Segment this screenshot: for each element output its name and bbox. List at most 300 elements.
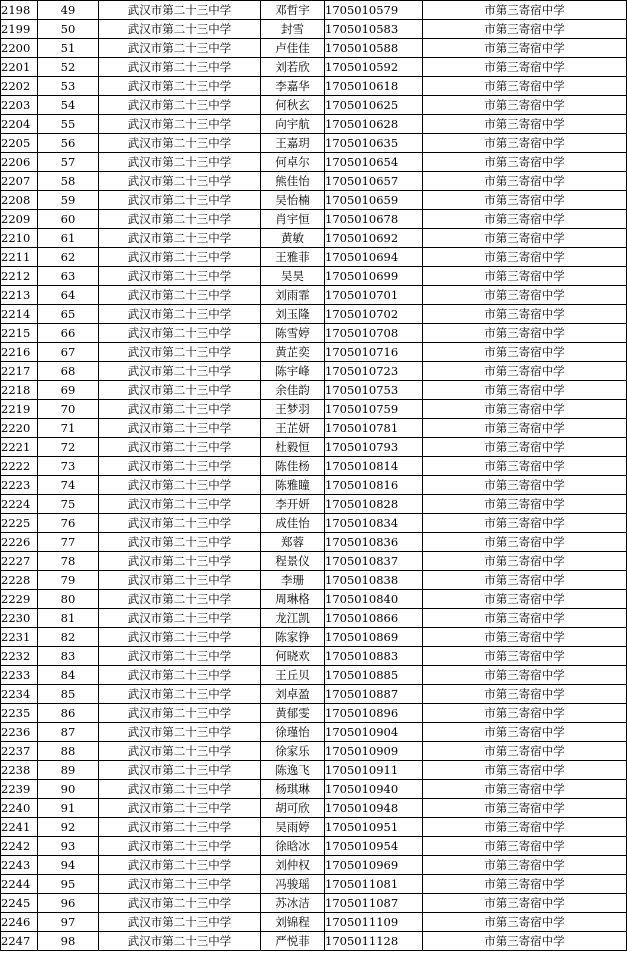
- table-row: [1, 96, 627, 115]
- table-row: [1, 647, 627, 666]
- student-name-cell: 陈雪婷: [261, 324, 325, 343]
- school-number-cell: 68: [38, 362, 99, 381]
- assigned-school-cell: 市第三寄宿中学: [423, 742, 627, 761]
- table-row: [1, 419, 627, 438]
- school-number-cell: 55: [38, 115, 99, 134]
- sequence-cell: 2229: [1, 590, 38, 609]
- table-row: [1, 552, 627, 571]
- student-id-cell: 1705010716: [325, 343, 423, 362]
- assigned-school-cell: 市第三寄宿中学: [423, 115, 627, 134]
- table-row: [1, 172, 627, 191]
- school-number-cell: 51: [38, 39, 99, 58]
- table-row: [1, 1, 627, 20]
- student-id-cell: 1705010657: [325, 172, 423, 191]
- student-name-cell: 郑蓉: [261, 533, 325, 552]
- school-name-cell: 武汉市第二十三中学: [99, 780, 261, 799]
- school-number-cell: 83: [38, 647, 99, 666]
- table-row: [1, 457, 627, 476]
- table-row: [1, 913, 627, 932]
- student-id-cell: 1705010635: [325, 134, 423, 153]
- student-id-cell: 1705010702: [325, 305, 423, 324]
- school-number-cell: 97: [38, 913, 99, 932]
- student-id-cell: 1705010625: [325, 96, 423, 115]
- assigned-school-cell: 市第三寄宿中学: [423, 20, 627, 39]
- sequence-cell: 2225: [1, 514, 38, 533]
- school-name-cell: 武汉市第二十三中学: [99, 571, 261, 590]
- student-id-cell: 1705010887: [325, 685, 423, 704]
- student-id-cell: 1705010838: [325, 571, 423, 590]
- school-name-cell: 武汉市第二十三中学: [99, 134, 261, 153]
- table-row: [1, 932, 627, 951]
- sequence-cell: 2237: [1, 742, 38, 761]
- school-name-cell: 武汉市第二十三中学: [99, 818, 261, 837]
- school-number-cell: 76: [38, 514, 99, 533]
- table-row: [1, 305, 627, 324]
- student-id-cell: 1705010896: [325, 704, 423, 723]
- student-name-cell: 吴怡楠: [261, 191, 325, 210]
- student-id-cell: 1705010954: [325, 837, 423, 856]
- student-id-cell: 1705010701: [325, 286, 423, 305]
- sequence-cell: 2202: [1, 77, 38, 96]
- school-number-cell: 98: [38, 932, 99, 951]
- school-name-cell: 武汉市第二十三中学: [99, 153, 261, 172]
- student-name-cell: 刘仲权: [261, 856, 325, 875]
- school-number-cell: 67: [38, 343, 99, 362]
- student-name-cell: 王雅菲: [261, 248, 325, 267]
- sequence-cell: 2224: [1, 495, 38, 514]
- table-row: [1, 666, 627, 685]
- table-row: [1, 590, 627, 609]
- school-number-cell: 88: [38, 742, 99, 761]
- student-id-cell: 1705010583: [325, 20, 423, 39]
- student-name-cell: 刘玉隆: [261, 305, 325, 324]
- student-name-cell: 刘卓盈: [261, 685, 325, 704]
- school-name-cell: 武汉市第二十三中学: [99, 875, 261, 894]
- assigned-school-cell: 市第三寄宿中学: [423, 666, 627, 685]
- table-row: [1, 875, 627, 894]
- student-id-cell: 1705010969: [325, 856, 423, 875]
- student-name-cell: 胡可欣: [261, 799, 325, 818]
- sequence-cell: 2234: [1, 685, 38, 704]
- sequence-cell: 2227: [1, 552, 38, 571]
- assigned-school-cell: 市第三寄宿中学: [423, 704, 627, 723]
- table-row: [1, 400, 627, 419]
- school-name-cell: 武汉市第二十三中学: [99, 723, 261, 742]
- student-id-cell: 1705010885: [325, 666, 423, 685]
- sequence-cell: 2201: [1, 58, 38, 77]
- table-row: [1, 248, 627, 267]
- sequence-cell: 2230: [1, 609, 38, 628]
- school-name-cell: 武汉市第二十三中学: [99, 799, 261, 818]
- student-id-cell: 1705010678: [325, 210, 423, 229]
- student-id-cell: 1705010628: [325, 115, 423, 134]
- school-number-cell: 78: [38, 552, 99, 571]
- assigned-school-cell: 市第三寄宿中学: [423, 761, 627, 780]
- student-id-cell: 1705010588: [325, 39, 423, 58]
- school-number-cell: 59: [38, 191, 99, 210]
- table-row: [1, 286, 627, 305]
- sequence-cell: 2233: [1, 666, 38, 685]
- school-number-cell: 72: [38, 438, 99, 457]
- school-name-cell: 武汉市第二十三中学: [99, 533, 261, 552]
- school-number-cell: 82: [38, 628, 99, 647]
- assigned-school-cell: 市第三寄宿中学: [423, 875, 627, 894]
- student-name-cell: 徐瑾怡: [261, 723, 325, 742]
- student-name-cell: 程景仪: [261, 552, 325, 571]
- student-id-cell: 1705010723: [325, 362, 423, 381]
- school-number-cell: 95: [38, 875, 99, 894]
- school-name-cell: 武汉市第二十三中学: [99, 913, 261, 932]
- school-number-cell: 75: [38, 495, 99, 514]
- student-id-cell: 1705010793: [325, 438, 423, 457]
- assigned-school-cell: 市第三寄宿中学: [423, 400, 627, 419]
- assigned-school-cell: 市第三寄宿中学: [423, 571, 627, 590]
- table-row: [1, 77, 627, 96]
- school-number-cell: 65: [38, 305, 99, 324]
- school-number-cell: 57: [38, 153, 99, 172]
- school-number-cell: 73: [38, 457, 99, 476]
- roster-body: [1, 1, 627, 951]
- sequence-cell: 2198: [1, 1, 38, 20]
- assigned-school-cell: 市第三寄宿中学: [423, 58, 627, 77]
- sequence-cell: 2228: [1, 571, 38, 590]
- assigned-school-cell: 市第三寄宿中学: [423, 134, 627, 153]
- school-name-cell: 武汉市第二十三中学: [99, 685, 261, 704]
- assigned-school-cell: 市第三寄宿中学: [423, 514, 627, 533]
- assigned-school-cell: 市第三寄宿中学: [423, 77, 627, 96]
- student-name-cell: 何秋玄: [261, 96, 325, 115]
- school-name-cell: 武汉市第二十三中学: [99, 229, 261, 248]
- school-number-cell: 87: [38, 723, 99, 742]
- student-id-cell: 1705010618: [325, 77, 423, 96]
- student-name-cell: 吴雨婷: [261, 818, 325, 837]
- sequence-cell: 2212: [1, 267, 38, 286]
- student-id-cell: 1705010759: [325, 400, 423, 419]
- assigned-school-cell: 市第三寄宿中学: [423, 609, 627, 628]
- student-id-cell: 1705011128: [325, 932, 423, 951]
- student-id-cell: 1705010909: [325, 742, 423, 761]
- student-name-cell: 余佳韵: [261, 381, 325, 400]
- table-row: [1, 362, 627, 381]
- sequence-cell: 2239: [1, 780, 38, 799]
- assigned-school-cell: 市第三寄宿中学: [423, 419, 627, 438]
- student-id-cell: 1705010904: [325, 723, 423, 742]
- school-name-cell: 武汉市第二十三中学: [99, 495, 261, 514]
- table-row: [1, 476, 627, 495]
- student-name-cell: 陈宇峰: [261, 362, 325, 381]
- school-number-cell: 54: [38, 96, 99, 115]
- student-name-cell: 严悦菲: [261, 932, 325, 951]
- student-name-cell: 黄郁雯: [261, 704, 325, 723]
- school-name-cell: 武汉市第二十三中学: [99, 647, 261, 666]
- sequence-cell: 2217: [1, 362, 38, 381]
- school-number-cell: 71: [38, 419, 99, 438]
- table-row: [1, 799, 627, 818]
- school-name-cell: 武汉市第二十三中学: [99, 666, 261, 685]
- table-row: [1, 628, 627, 647]
- school-name-cell: 武汉市第二十三中学: [99, 837, 261, 856]
- student-name-cell: 李开妍: [261, 495, 325, 514]
- sequence-cell: 2204: [1, 115, 38, 134]
- student-id-cell: 1705010694: [325, 248, 423, 267]
- student-name-cell: 成佳怡: [261, 514, 325, 533]
- student-name-cell: 陈佳杨: [261, 457, 325, 476]
- student-name-cell: 刘锦程: [261, 913, 325, 932]
- school-name-cell: 武汉市第二十三中学: [99, 305, 261, 324]
- student-name-cell: 封雪: [261, 20, 325, 39]
- school-number-cell: 49: [38, 1, 99, 20]
- assigned-school-cell: 市第三寄宿中学: [423, 495, 627, 514]
- table-row: [1, 533, 627, 552]
- student-name-cell: 何晓欢: [261, 647, 325, 666]
- sequence-cell: 2203: [1, 96, 38, 115]
- school-number-cell: 94: [38, 856, 99, 875]
- school-name-cell: 武汉市第二十三中学: [99, 457, 261, 476]
- assigned-school-cell: 市第三寄宿中学: [423, 96, 627, 115]
- assigned-school-cell: 市第三寄宿中学: [423, 191, 627, 210]
- assigned-school-cell: 市第三寄宿中学: [423, 685, 627, 704]
- school-name-cell: 武汉市第二十三中学: [99, 438, 261, 457]
- student-name-cell: 陈雅瞳: [261, 476, 325, 495]
- sequence-cell: 2222: [1, 457, 38, 476]
- assigned-school-cell: 市第三寄宿中学: [423, 818, 627, 837]
- assigned-school-cell: 市第三寄宿中学: [423, 267, 627, 286]
- school-name-cell: 武汉市第二十三中学: [99, 115, 261, 134]
- student-name-cell: 刘若欣: [261, 58, 325, 77]
- school-number-cell: 77: [38, 533, 99, 552]
- school-name-cell: 武汉市第二十三中学: [99, 248, 261, 267]
- student-name-cell: 杨琪琳: [261, 780, 325, 799]
- table-row: [1, 761, 627, 780]
- school-name-cell: 武汉市第二十三中学: [99, 476, 261, 495]
- school-number-cell: 96: [38, 894, 99, 913]
- table-row: [1, 58, 627, 77]
- assigned-school-cell: 市第三寄宿中学: [423, 153, 627, 172]
- assigned-school-cell: 市第三寄宿中学: [423, 438, 627, 457]
- sequence-cell: 2241: [1, 818, 38, 837]
- school-number-cell: 84: [38, 666, 99, 685]
- school-number-cell: 62: [38, 248, 99, 267]
- school-name-cell: 武汉市第二十三中学: [99, 552, 261, 571]
- student-name-cell: 何卓尔: [261, 153, 325, 172]
- school-name-cell: 武汉市第二十三中学: [99, 856, 261, 875]
- school-name-cell: 武汉市第二十三中学: [99, 20, 261, 39]
- student-name-cell: 邓哲宇: [261, 1, 325, 20]
- school-name-cell: 武汉市第二十三中学: [99, 609, 261, 628]
- student-name-cell: 徐晗冰: [261, 837, 325, 856]
- assigned-school-cell: 市第三寄宿中学: [423, 305, 627, 324]
- assigned-school-cell: 市第三寄宿中学: [423, 837, 627, 856]
- student-name-cell: 李珊: [261, 571, 325, 590]
- student-id-cell: 1705010828: [325, 495, 423, 514]
- sequence-cell: 2223: [1, 476, 38, 495]
- student-id-cell: 1705010579: [325, 1, 423, 20]
- sequence-cell: 2243: [1, 856, 38, 875]
- assigned-school-cell: 市第三寄宿中学: [423, 590, 627, 609]
- student-id-cell: 1705010840: [325, 590, 423, 609]
- student-id-cell: 1705010814: [325, 457, 423, 476]
- school-name-cell: 武汉市第二十三中学: [99, 894, 261, 913]
- sequence-cell: 2216: [1, 343, 38, 362]
- school-number-cell: 85: [38, 685, 99, 704]
- student-id-cell: 1705010911: [325, 761, 423, 780]
- table-row: [1, 837, 627, 856]
- table-row: [1, 134, 627, 153]
- student-id-cell: 1705010883: [325, 647, 423, 666]
- school-name-cell: 武汉市第二十三中学: [99, 1, 261, 20]
- school-name-cell: 武汉市第二十三中学: [99, 343, 261, 362]
- assigned-school-cell: 市第三寄宿中学: [423, 799, 627, 818]
- table-row: [1, 742, 627, 761]
- table-row: [1, 20, 627, 39]
- assigned-school-cell: 市第三寄宿中学: [423, 780, 627, 799]
- student-id-cell: 1705010837: [325, 552, 423, 571]
- student-id-cell: 1705010659: [325, 191, 423, 210]
- school-name-cell: 武汉市第二十三中学: [99, 96, 261, 115]
- student-id-cell: 1705010654: [325, 153, 423, 172]
- student-name-cell: 王丘贝: [261, 666, 325, 685]
- school-name-cell: 武汉市第二十三中学: [99, 590, 261, 609]
- table-row: [1, 438, 627, 457]
- student-id-cell: 1705010592: [325, 58, 423, 77]
- student-id-cell: 1705010834: [325, 514, 423, 533]
- assigned-school-cell: 市第三寄宿中学: [423, 229, 627, 248]
- school-number-cell: 70: [38, 400, 99, 419]
- student-id-cell: 1705011081: [325, 875, 423, 894]
- student-id-cell: 1705010708: [325, 324, 423, 343]
- student-name-cell: 陈逸飞: [261, 761, 325, 780]
- sequence-cell: 2213: [1, 286, 38, 305]
- school-number-cell: 63: [38, 267, 99, 286]
- assigned-school-cell: 市第三寄宿中学: [423, 932, 627, 951]
- school-number-cell: 58: [38, 172, 99, 191]
- table-row: [1, 780, 627, 799]
- school-number-cell: 79: [38, 571, 99, 590]
- assigned-school-cell: 市第三寄宿中学: [423, 913, 627, 932]
- school-name-cell: 武汉市第二十三中学: [99, 514, 261, 533]
- student-name-cell: 陈家铮: [261, 628, 325, 647]
- sequence-cell: 2244: [1, 875, 38, 894]
- sequence-cell: 2209: [1, 210, 38, 229]
- school-name-cell: 武汉市第二十三中学: [99, 77, 261, 96]
- sequence-cell: 2232: [1, 647, 38, 666]
- school-number-cell: 53: [38, 77, 99, 96]
- sequence-cell: 2236: [1, 723, 38, 742]
- school-name-cell: 武汉市第二十三中学: [99, 419, 261, 438]
- school-name-cell: 武汉市第二十三中学: [99, 172, 261, 191]
- sequence-cell: 2214: [1, 305, 38, 324]
- student-name-cell: 黄敏: [261, 229, 325, 248]
- school-number-cell: 80: [38, 590, 99, 609]
- student-id-cell: 1705010781: [325, 419, 423, 438]
- student-name-cell: 冯骏瑶: [261, 875, 325, 894]
- sequence-cell: 2200: [1, 39, 38, 58]
- school-name-cell: 武汉市第二十三中学: [99, 210, 261, 229]
- table-row: [1, 153, 627, 172]
- student-id-cell: 1705011087: [325, 894, 423, 913]
- student-id-cell: 1705010753: [325, 381, 423, 400]
- student-name-cell: 杜毅恒: [261, 438, 325, 457]
- sequence-cell: 2242: [1, 837, 38, 856]
- assigned-school-cell: 市第三寄宿中学: [423, 210, 627, 229]
- sequence-cell: 2206: [1, 153, 38, 172]
- sequence-cell: 2238: [1, 761, 38, 780]
- sequence-cell: 2215: [1, 324, 38, 343]
- student-name-cell: 向宇航: [261, 115, 325, 134]
- school-name-cell: 武汉市第二十三中学: [99, 267, 261, 286]
- school-name-cell: 武汉市第二十三中学: [99, 761, 261, 780]
- table-row: [1, 324, 627, 343]
- school-name-cell: 武汉市第二十三中学: [99, 286, 261, 305]
- school-number-cell: 69: [38, 381, 99, 400]
- table-row: [1, 381, 627, 400]
- school-number-cell: 74: [38, 476, 99, 495]
- assigned-school-cell: 市第三寄宿中学: [423, 362, 627, 381]
- sequence-cell: 2199: [1, 20, 38, 39]
- school-name-cell: 武汉市第二十三中学: [99, 628, 261, 647]
- assigned-school-cell: 市第三寄宿中学: [423, 723, 627, 742]
- assigned-school-cell: 市第三寄宿中学: [423, 1, 627, 20]
- student-id-cell: 1705010836: [325, 533, 423, 552]
- student-name-cell: 李嘉华: [261, 77, 325, 96]
- school-number-cell: 61: [38, 229, 99, 248]
- assigned-school-cell: 市第三寄宿中学: [423, 324, 627, 343]
- sequence-cell: 2235: [1, 704, 38, 723]
- student-id-cell: 1705010869: [325, 628, 423, 647]
- sequence-cell: 2207: [1, 172, 38, 191]
- assigned-school-cell: 市第三寄宿中学: [423, 286, 627, 305]
- sequence-cell: 2220: [1, 419, 38, 438]
- assigned-school-cell: 市第三寄宿中学: [423, 248, 627, 267]
- table-row: [1, 818, 627, 837]
- school-name-cell: 武汉市第二十三中学: [99, 704, 261, 723]
- table-row: [1, 704, 627, 723]
- school-number-cell: 52: [38, 58, 99, 77]
- sequence-cell: 2240: [1, 799, 38, 818]
- school-number-cell: 60: [38, 210, 99, 229]
- school-number-cell: 66: [38, 324, 99, 343]
- table-row: [1, 856, 627, 875]
- student-id-cell: 1705010816: [325, 476, 423, 495]
- student-name-cell: 王嘉玥: [261, 134, 325, 153]
- student-name-cell: 徐家乐: [261, 742, 325, 761]
- school-number-cell: 56: [38, 134, 99, 153]
- assigned-school-cell: 市第三寄宿中学: [423, 457, 627, 476]
- student-id-cell: 1705010866: [325, 609, 423, 628]
- table-row: [1, 115, 627, 134]
- school-name-cell: 武汉市第二十三中学: [99, 400, 261, 419]
- assigned-school-cell: 市第三寄宿中学: [423, 476, 627, 495]
- sequence-cell: 2205: [1, 134, 38, 153]
- sequence-cell: 2219: [1, 400, 38, 419]
- table-row: [1, 723, 627, 742]
- table-row: [1, 495, 627, 514]
- assigned-school-cell: 市第三寄宿中学: [423, 628, 627, 647]
- student-name-cell: 熊佳怡: [261, 172, 325, 191]
- school-number-cell: 90: [38, 780, 99, 799]
- assigned-school-cell: 市第三寄宿中学: [423, 381, 627, 400]
- sequence-cell: 2208: [1, 191, 38, 210]
- student-name-cell: 王芷妍: [261, 419, 325, 438]
- sequence-cell: 2231: [1, 628, 38, 647]
- table-row: [1, 514, 627, 533]
- sequence-cell: 2210: [1, 229, 38, 248]
- sequence-cell: 2247: [1, 932, 38, 951]
- student-name-cell: 刘雨霏: [261, 286, 325, 305]
- school-name-cell: 武汉市第二十三中学: [99, 191, 261, 210]
- school-number-cell: 86: [38, 704, 99, 723]
- school-number-cell: 91: [38, 799, 99, 818]
